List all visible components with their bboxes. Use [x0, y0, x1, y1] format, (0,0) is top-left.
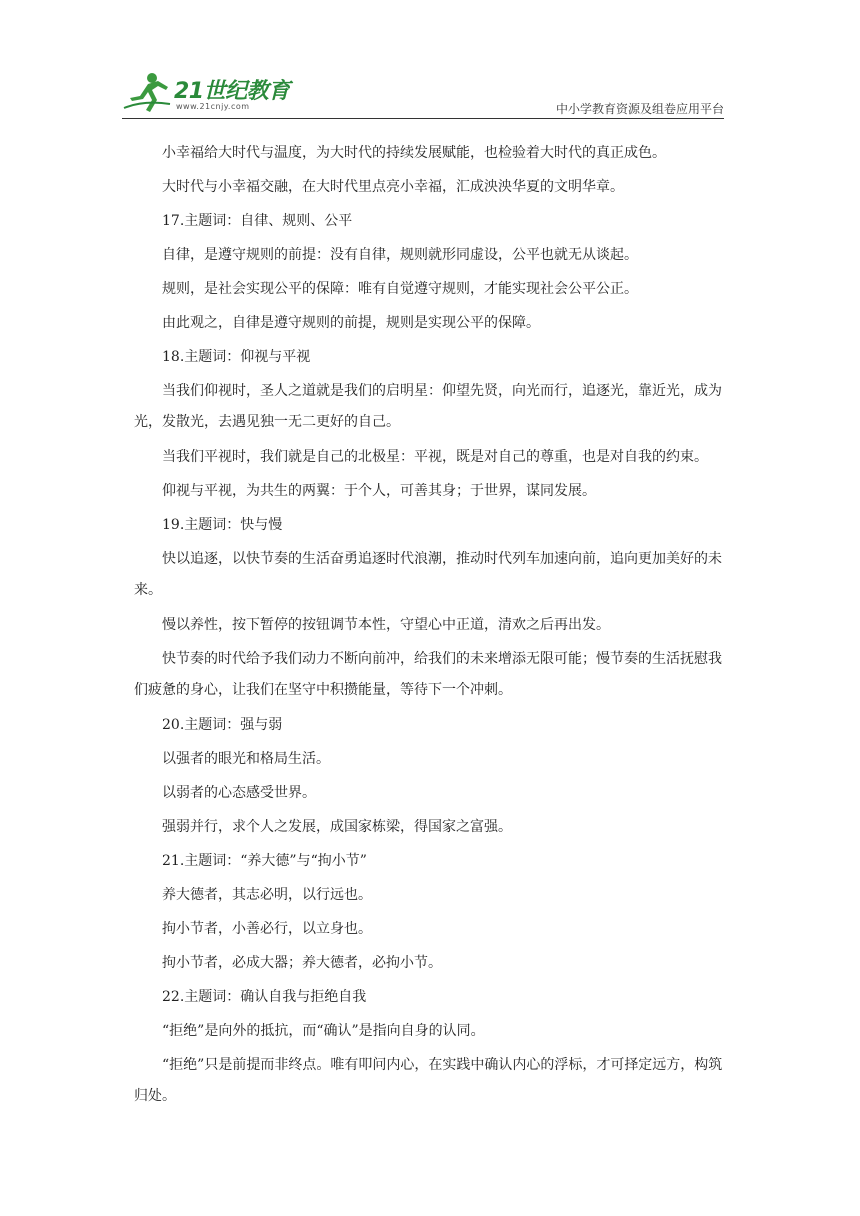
paragraph: 大时代与小幸福交融，在大时代里点亮小幸福，汇成泱泱华夏的文明华章。 [162, 179, 624, 195]
paragraph: 以强者的眼光和格局生活。 [162, 751, 330, 767]
paragraph: “拒绝”只是前提而非终点。唯有叩问内心，在实践中确认内心的浮标，才可择定远方，构筑归处。 [134, 1057, 723, 1104]
paragraph: 拘小节者，必成大器；养大德者，必拘小节。 [162, 955, 442, 971]
paragraph: 快节奏的时代给予我们动力不断向前冲，给我们的未来增添无限可能；慢节奏的生活抚慰我们疲惫的身心，让我们在坚守中积攒能量，等待下一个冲刺。 [134, 651, 722, 698]
paragraph: 自律，是遵守规则的前提：没有自律，规则就形同虚设，公平也就无从谈起。 [162, 247, 638, 263]
logo-text: 21世纪教育 [174, 79, 290, 104]
paragraph: 当我们仰视时，圣人之道就是我们的启明星：仰望先贤，向光而行，追逐光，靠近光，成为光，发散光，去遇见独一无二更好的自己。 [134, 383, 722, 430]
paragraph: 规则，是社会实现公平的保障：唯有自觉遵守规则，才能实现社会公平公正。 [162, 281, 638, 297]
page-header [122, 64, 724, 120]
paragraph: 快以追逐，以快节奏的生活奋勇追逐时代浪潮，推动时代列车加速向前，追向更加美好的未来。 [134, 551, 722, 598]
section-heading: 21.主题词：“养大德”与“拘小节” [162, 853, 367, 869]
paragraph: 小幸福给大时代与温度，为大时代的持续发展赋能，也检验着大时代的真正成色。 [162, 145, 666, 161]
section-heading: 22.主题词：确认自我与拒绝自我 [162, 989, 367, 1005]
logo-url: www.21cnjy.com [176, 102, 250, 111]
paragraph: “拒绝”是向外的抵抗，而“确认”是指向自身的认同。 [162, 1023, 485, 1039]
section-heading: 17.主题词：自律、规则、公平 [162, 213, 353, 229]
paragraph: 由此观之，自律是遵守规则的前提，规则是实现公平的保障。 [162, 315, 540, 331]
paragraph: 拘小节者，小善必行，以立身也。 [162, 921, 372, 937]
logo [122, 70, 302, 116]
paragraph: 仰视与平视，为共生的两翼：于个人，可善其身；于世界，谋同发展。 [162, 483, 596, 499]
paragraph: 养大德者，其志必明，以行远也。 [162, 887, 372, 903]
paragraph: 以弱者的心态感受世界。 [162, 785, 316, 801]
paragraph: 当我们平视时，我们就是自己的北极星：平视，既是对自己的尊重，也是对自我的约束。 [162, 449, 708, 465]
section-heading: 20.主题词：强与弱 [162, 717, 283, 733]
document-body [134, 138, 734, 1116]
header-divider [122, 118, 724, 119]
running-figure-icon [122, 70, 178, 116]
paragraph: 强弱并行，求个人之发展，成国家栋梁，得国家之富强。 [162, 819, 512, 835]
platform-name: 中小学教育资源及组卷应用平台 [555, 102, 724, 116]
section-heading: 19.主题词：快与慢 [162, 517, 283, 533]
section-heading: 18.主题词：仰视与平视 [162, 349, 311, 365]
paragraph: 慢以养性，按下暂停的按钮调节本性，守望心中正道，清欢之后再出发。 [162, 617, 610, 633]
